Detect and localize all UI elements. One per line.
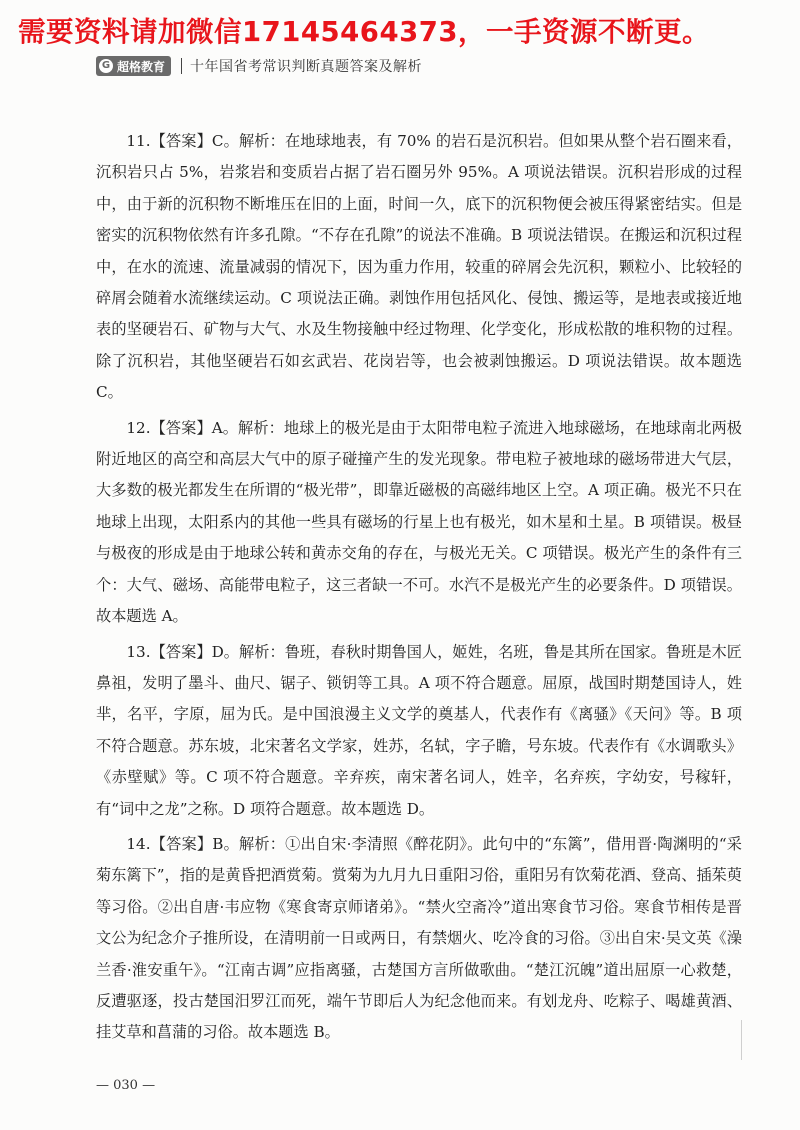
promo-banner: 需要资料请加微信17145464373，一手资源不断更。 [18,16,710,48]
answer-paragraph-14: 14.【答案】B。解析：①出自宋·李清照《醉花阴》。此句中的“东篱”，借用晋·陶渊明的“采菊东篱下”，指的是黄昏把酒赏菊。赏菊为九月九日重阳习俗，重阳另有饮菊花酒、登高、插茱萸等习俗。②出自唐·韦应物《寒食寄京师诸弟》。“禁火空斋冷”道出寒食节习俗。寒食节相传是晋文公为纪念介子推所设，在清明前一日或两日，有禁烟火、吃冷食的习俗。③出自宋·吴文英《澡兰香·淮安重午》。“江南古调”应指离骚，古楚国方言所做歌曲。“楚江沉魄”道出屈原一心救楚，反遭驱逐，投古楚国汨罗江而死，端午节即后人为纪念他而来。有划龙舟、吃粽子、喝雄黄酒、挂艾草和菖蒲的习俗。故本题选 B。 [96,834,742,1042]
page-header [96,54,422,78]
logo-g-icon: G [99,59,113,73]
header-title: 十年国省考常识判断真题答案及解析 [190,59,423,75]
header-divider [181,58,182,74]
logo-text: 超格教育 [117,59,166,74]
brand-logo [96,56,171,76]
answer-paragraph-11: 11.【答案】C。解析：在地球地表，有 70% 的岩石是沉积岩。但如果从整个岩石圈来看，沉积岩只占 5%，岩浆岩和变质岩占据了岩石圈另外 95%。A 项说法错误。沉积岩形成的过程中，由于新的沉积物不断堆压在旧的上面，时间一久，底下的沉积物便会被压得紧密结实。但是密实的沉积物依然有许多孔隙。“不存在孔隙”的说法不准确。B 项说法错误。在搬运和沉积过程中，在水的流速、流量减弱的情况下，因为重力作用，较重的碎屑会先沉积，颗粒小、比较轻的碎屑会随着水流继续运动。C 项说法正确。剥蚀作用包括风化、侵蚀、搬运等，是地表或接近地表的坚硬岩石、矿物与大气、水及生物接触中经过物理、化学变化，形成松散的堆积物的过程。除了沉积岩，其他坚硬岩石如玄武岩、花岗岩等，也会被剥蚀搬运。D 项说法错误。故本题选 C。 [96,132,742,402]
page-number: — 030 — [96,1078,156,1093]
scan-edge-line [741,1020,742,1060]
answer-content [96,126,742,1053]
answer-paragraph-13: 13.【答案】D。解析：鲁班，春秋时期鲁国人，姬姓，名班，鲁是其所在国家。鲁班是木匠鼻祖，发明了墨斗、曲尺、锯子、锁钥等工具。A 项不符合题意。屈原，战国时期楚国诗人，姓芈，名平，字原，屈为氏。是中国浪漫主义文学的奠基人，代表作有《离骚》《天问》等。B 项不符合题意。苏东坡，北宋著名文学家，姓苏，名轼，字子瞻，号东坡。代表作有《水调歌头》《赤壁赋》等。C 项不符合题意。辛弃疾，南宋著名词人，姓辛，名弃疾，字幼安，号稼轩，有“词中之龙”之称。D 项符合题意。故本题选 D。 [96,642,742,818]
answer-paragraph-12: 12.【答案】A。解析：地球上的极光是由于太阳带电粒子流进入地球磁场，在地球南北两极附近地区的高空和高层大气中的原子碰撞产生的发光现象。带电粒子被地球的磁场带进大气层，大多数的极光都发生在所谓的“极光带”，即靠近磁极的高磁纬地区上空。A 项正确。极光不只在地球上出现，太阳系内的其他一些具有磁场的行星上也有极光，如木星和土星。B 项错误。极昼与极夜的形成是由于地球公转和黄赤交角的存在，与极光无关。C 项错误。极光产生的条件有三个：大气、磁场、高能带电粒子，这三者缺一不可。水汽不是极光产生的必要条件。D 项错误。故本题选 A。 [96,418,742,626]
